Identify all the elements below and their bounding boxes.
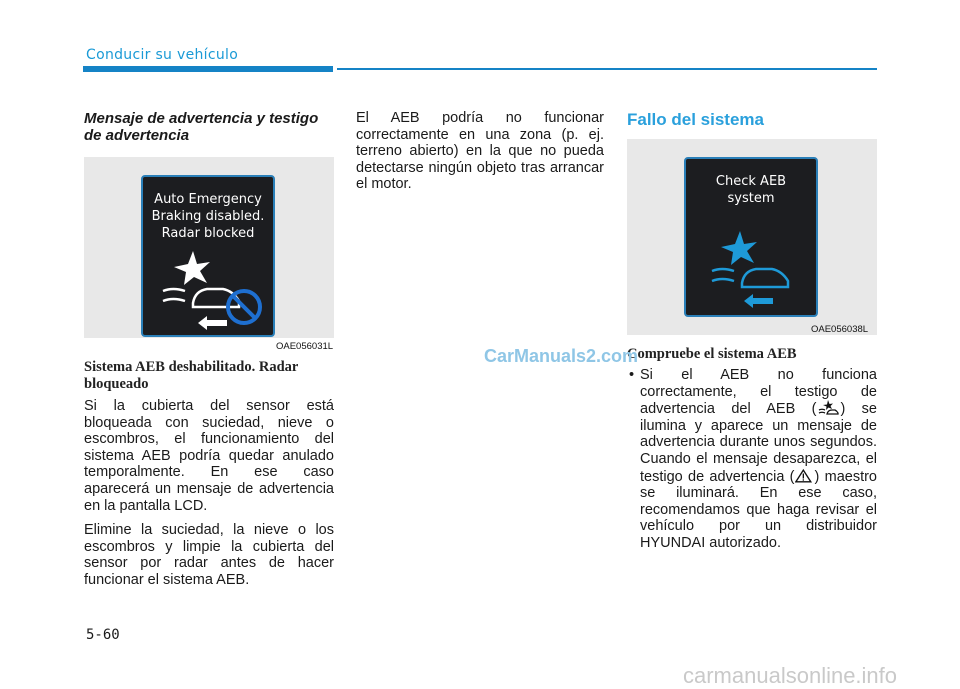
screen-line-1: Auto Emergency (154, 192, 262, 207)
section-heading: Sistema AEB deshabilitado. Radar bloqueado (84, 359, 299, 392)
lcd-screen (684, 157, 818, 317)
bullet-text-1: Si el AEB no funciona correctamente, el testigo de advertencia del AEB ( (640, 367, 877, 418)
middle-body (356, 110, 604, 201)
page-number: 5-60 (86, 627, 120, 643)
screen-line-2: system (727, 191, 775, 206)
header-bar (83, 66, 333, 72)
aeb-disabled-icon (143, 245, 273, 335)
paragraph: Si la cubierta del sensor está bloqueada con suciedad, nieve o escombros, el funcionamiento del sistema AEB podría quedar anulado temporalmente. En ese caso aparecerá un mensaje de advertencia en la pantalla LCD. (84, 398, 334, 514)
figure-check-aeb (627, 139, 877, 335)
watermark: CarManuals2.com (484, 346, 639, 366)
aeb-warning-light-icon (816, 400, 840, 416)
paragraph: Elimine la suciedad, la nieve o los escombros y limpie la cubierta del sensor por radar antes de hacer funcionar el sistema AEB. (84, 522, 334, 588)
warning-subheading: Mensaje de advertencia y testigo de advertencia (84, 110, 319, 144)
screen-line-1: Check AEB (715, 174, 787, 189)
aeb-warning-icon (686, 225, 816, 315)
bullet-text-3: ) maestro se iluminará. En ese caso, recomendamos que haga revisar el vehículo por un distribuidor HYUNDAI autorizado. (640, 468, 877, 551)
figure-radar-blocked (84, 157, 334, 338)
list-item (627, 367, 877, 552)
figure-caption: OAE056031L (276, 341, 334, 352)
section-title: Fallo del sistema (627, 110, 764, 129)
bullet-text-2: ) se ilumina y aparece un mensaje de advertencia durante unos segundos. Cuando el mensaje desaparezca, el testigo de advertencia ( (640, 401, 877, 485)
lcd-screen (141, 175, 275, 337)
header-rule (337, 68, 877, 70)
left-body (84, 398, 334, 597)
paragraph: El AEB podría no funcionar correctamente en una zona (p. ej. terreno abierto) en la que no pueda detectarse ningún objeto tras arrancar el motor. (356, 110, 604, 193)
section-heading: Compruebe el sistema AEB (627, 346, 797, 362)
screen-line-3: Radar blocked (161, 226, 255, 241)
figure-caption: OAE056038L (811, 324, 869, 335)
footer-watermark: carmanualsonline.info (683, 663, 898, 688)
screen-line-2: Braking disabled. (151, 209, 265, 224)
bullet-dot: • (629, 367, 635, 383)
master-warning-icon (795, 468, 815, 484)
section-header: Conducir su vehículo (86, 47, 239, 63)
